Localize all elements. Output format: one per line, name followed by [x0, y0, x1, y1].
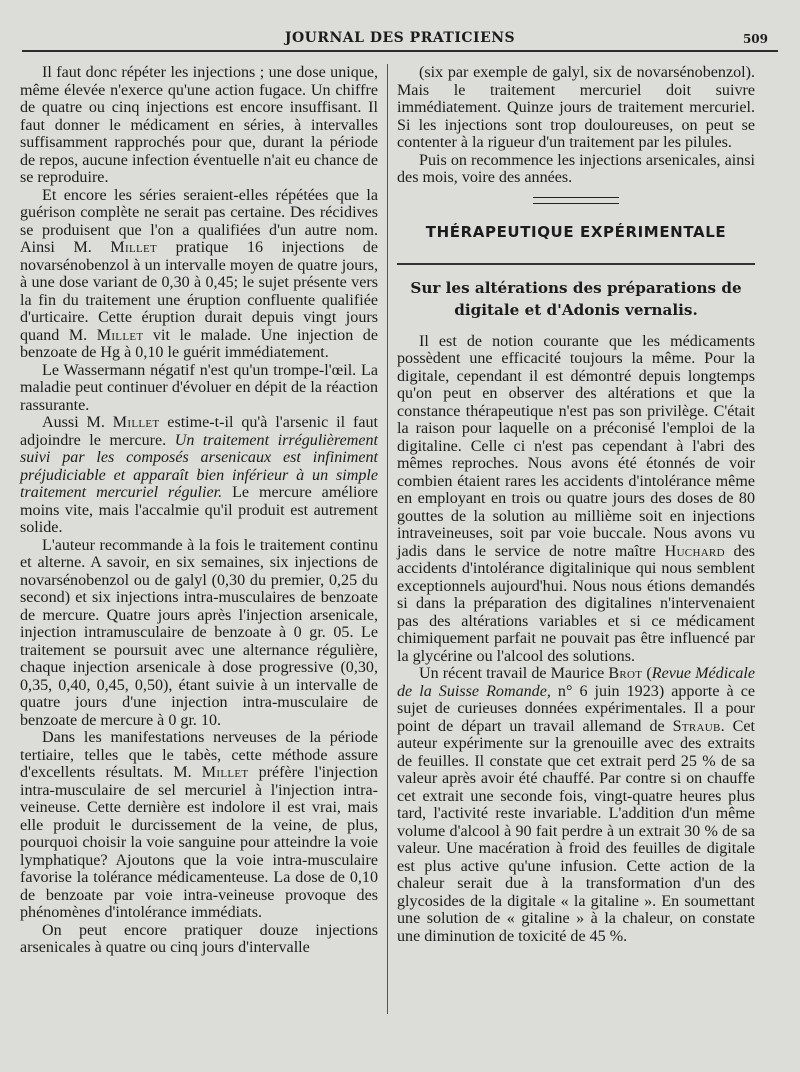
text-run: pratique 16 injections de novarsénobenzol à un intervalle moyen de quatre jours, à une dose variant de 0,30 à 0,45; le sujet présente vers la fin du traitement une éruption confluente qualifiée d'urticaire. Cette éruption durait depuis vingt jours quand M.	[20, 239, 378, 344]
text-run: Dans les manifestations nerveuses de la période tertiaire, telles que le tabès, cette méthode assure d'excellents résultats. M.	[20, 729, 378, 781]
paragraph	[20, 729, 378, 922]
text-run: des accidents d'intolérance digitalinique qui nous semblent exceptionnels aujourd'hui. Nous nous étions demandés si dans la préparation des digitalines n'intervenaient pas des altérations variables et si ce médicament chimiquement parfait ne pouvait pas être influencé par la glycérine ou l'alcool des solutions.	[397, 542, 756, 665]
left-column	[20, 64, 378, 957]
text-run: n° 6 juin 1923) apporte à ce sujet de curieuses données expérimentales. Il a pour point de départ un travail allemand de	[397, 682, 755, 735]
text-run: Le mercure améliore moins vite, mais l'accalmie qu'il produit est autrement solide.	[20, 484, 378, 536]
article-body	[397, 333, 755, 946]
section-separator	[533, 197, 619, 204]
paragraph	[20, 922, 378, 957]
author-name: Millet	[96, 326, 144, 344]
journal-title: JOURNAL DES PRATICIENS	[284, 30, 516, 46]
text-run: Et encore les séries seraient-elles répétées que la guérison complète ne serait pas certaine. Des récidives se produisent que l'on a qualifiées d'un autre nom. Ainsi M.	[20, 186, 378, 256]
text-run: (six par exemple de galyl, six de novarsénobenzol). Mais le traitement mercuriel doit suivre immédiatement. Quinze jours de traitement mercuriel. Si les injections sont trop douloureuses, on peut se contenter à la rigueur d'un traitement par les pilules.	[397, 64, 755, 151]
text-run: Il est de notion courante que les médicaments possèdent une efficacité toujours la même. Pour la digitale, cependant il est démontré depuis longtemps qu'on peut en observer des altérations et que la constance thérapeutique n'est pas son privilège. C'était la raison pour laquelle on a préconisé l'emploi de la digitaline. Celle ci n'est pas cependant à l'abri des mêmes reproches. Nous avons été étonnés de voir combien étaient rares les accidents d'intolérance même en employant en trois ou quatre jours des doses de 80 gouttes de la solution au millième soit en injections intraveineuses, soit par voie buccale. Nous avons vu jadis dans le service de notre maître	[397, 332, 755, 560]
page-header	[30, 28, 770, 50]
right-column-continuation	[397, 64, 755, 187]
paragraph	[397, 64, 755, 152]
paragraph	[20, 187, 378, 362]
author-name: Millet	[110, 239, 158, 256]
author-name: Millet	[201, 764, 249, 781]
italic-text: Un traitement irrégulièrement suivi par les composés arsenicaux est infiniment préjudiciable et apparaît bien inférieur à un simple traitement mercuriel régulier.	[20, 431, 379, 501]
paragraph	[397, 333, 755, 666]
author-name: Brot	[608, 665, 643, 682]
paragraph	[20, 537, 378, 730]
text-run: Un récent travail de Maurice	[419, 665, 609, 682]
section-rule	[397, 263, 755, 265]
text-run: préfère l'injection intra-musculaire de sel mercuriel à l'injection intra-veineuse. Cette dernière est indolore il est vrai, mais elle produit le durcissement de la veine, de plus, pourquoi choisir la voie sanguine pour atteindre la voie lymphatique? Ajoutons que la voie intra-musculaire favorise la tolérance médicamenteuse. La dose de 0,10 de benzoate par voie intra-veineuse provoque des phénomènes d'intolérance immédiats.	[20, 764, 378, 921]
section-title: THÉRAPEUTIQUE EXPÉRIMENTALE	[425, 222, 727, 241]
author-name: Straub	[672, 717, 721, 735]
paragraph	[397, 665, 755, 945]
author-name: Millet	[112, 414, 160, 431]
text-run: L'auteur recommande à la fois le traitement continu et alterne. A savoir, en six semaines, six injections de novarsénobenzol ou de galyl (0,30 du premier, 0,25 du second) et six injections intra-musculaires de benzoate de mercure. Quatre jours après l'injection arsenicale, injection intramusculaire de benzoate à 0 gr. 05. Le traitement se poursuit avec une alternance régulière, chaque injection arsenicale à dose progressive (0,30, 0,35, 0,40, 0,45, 0,50), étant suivie à un intervalle de quatre jours d'une injection intra-musculaire de benzoate de mercure à 0 gr. 10.	[20, 536, 378, 729]
text-run: Aussi M.	[42, 414, 113, 431]
text-run: Il faut donc répéter les injections ; une dose unique, même élevée n'exerce qu'une action fugace. Un chiffre de quatre ou cinq injections est encore insuffisant. Il faut donner le médicament en séries, à intervalles suffisamment rapprochés pour que, durant la période de repos, aucune infection éventuelle n'ait eu chance de se reproduire.	[20, 64, 378, 186]
right-column	[397, 64, 755, 945]
text-run: (	[642, 665, 652, 682]
paragraph	[20, 414, 378, 537]
header-rule	[22, 50, 778, 52]
paragraph	[397, 152, 755, 187]
text-run: On peut encore pratiquer douze injections arsenicales à quatre ou cinq jours d'intervalle	[20, 921, 378, 956]
column-divider	[387, 64, 388, 1014]
italic-text: Revue Médicale de la Suisse Romande,	[397, 665, 756, 700]
text-run: vit le malade. Une injection de benzoate de Hg à 0,10 le guérit immédiatement.	[20, 326, 378, 361]
page-number: 509	[742, 32, 768, 46]
author-name: Huchard	[664, 542, 725, 560]
paragraph	[20, 64, 378, 187]
article-title: Sur les altérations des préparations de digitale et d'Adonis vernalis.	[410, 278, 742, 319]
text-run: . Cet auteur expérimente sur la grenouille avec des extraits de feuilles. Il constate que cet extrait perd 25 % de sa valeur après avoir été chauffé. Par contre si on chauffe cet extrait une seconde fois, vingt-quatre heures plus tard, l'activité reste invariable. L'addition d'un même volume d'alcool à 90 fait perdre à un extrait 30 % de sa valeur. Une macération à froid des feuilles de digitale est plus active qu'une infusion. Cette action de la chaleur serait due à la transformation d'un des glycosides de la digitale « la gitaline ». En soumettant une solution de « gitaline » à la chaleur, on constate une diminution de toxicité de 45 %.	[397, 717, 755, 945]
text-run: Le Wassermann négatif n'est qu'un trompe-l'œil. La maladie peut continuer d'évoluer en dépit de la réaction rassurante.	[20, 361, 378, 414]
text-run: Puis on recommence les injections arsenicales, ainsi des mois, voire des années.	[397, 151, 755, 186]
paragraph	[20, 362, 378, 415]
text-run: estime-t-il qu'à l'arsenic il faut adjoindre le mercure.	[20, 414, 378, 449]
